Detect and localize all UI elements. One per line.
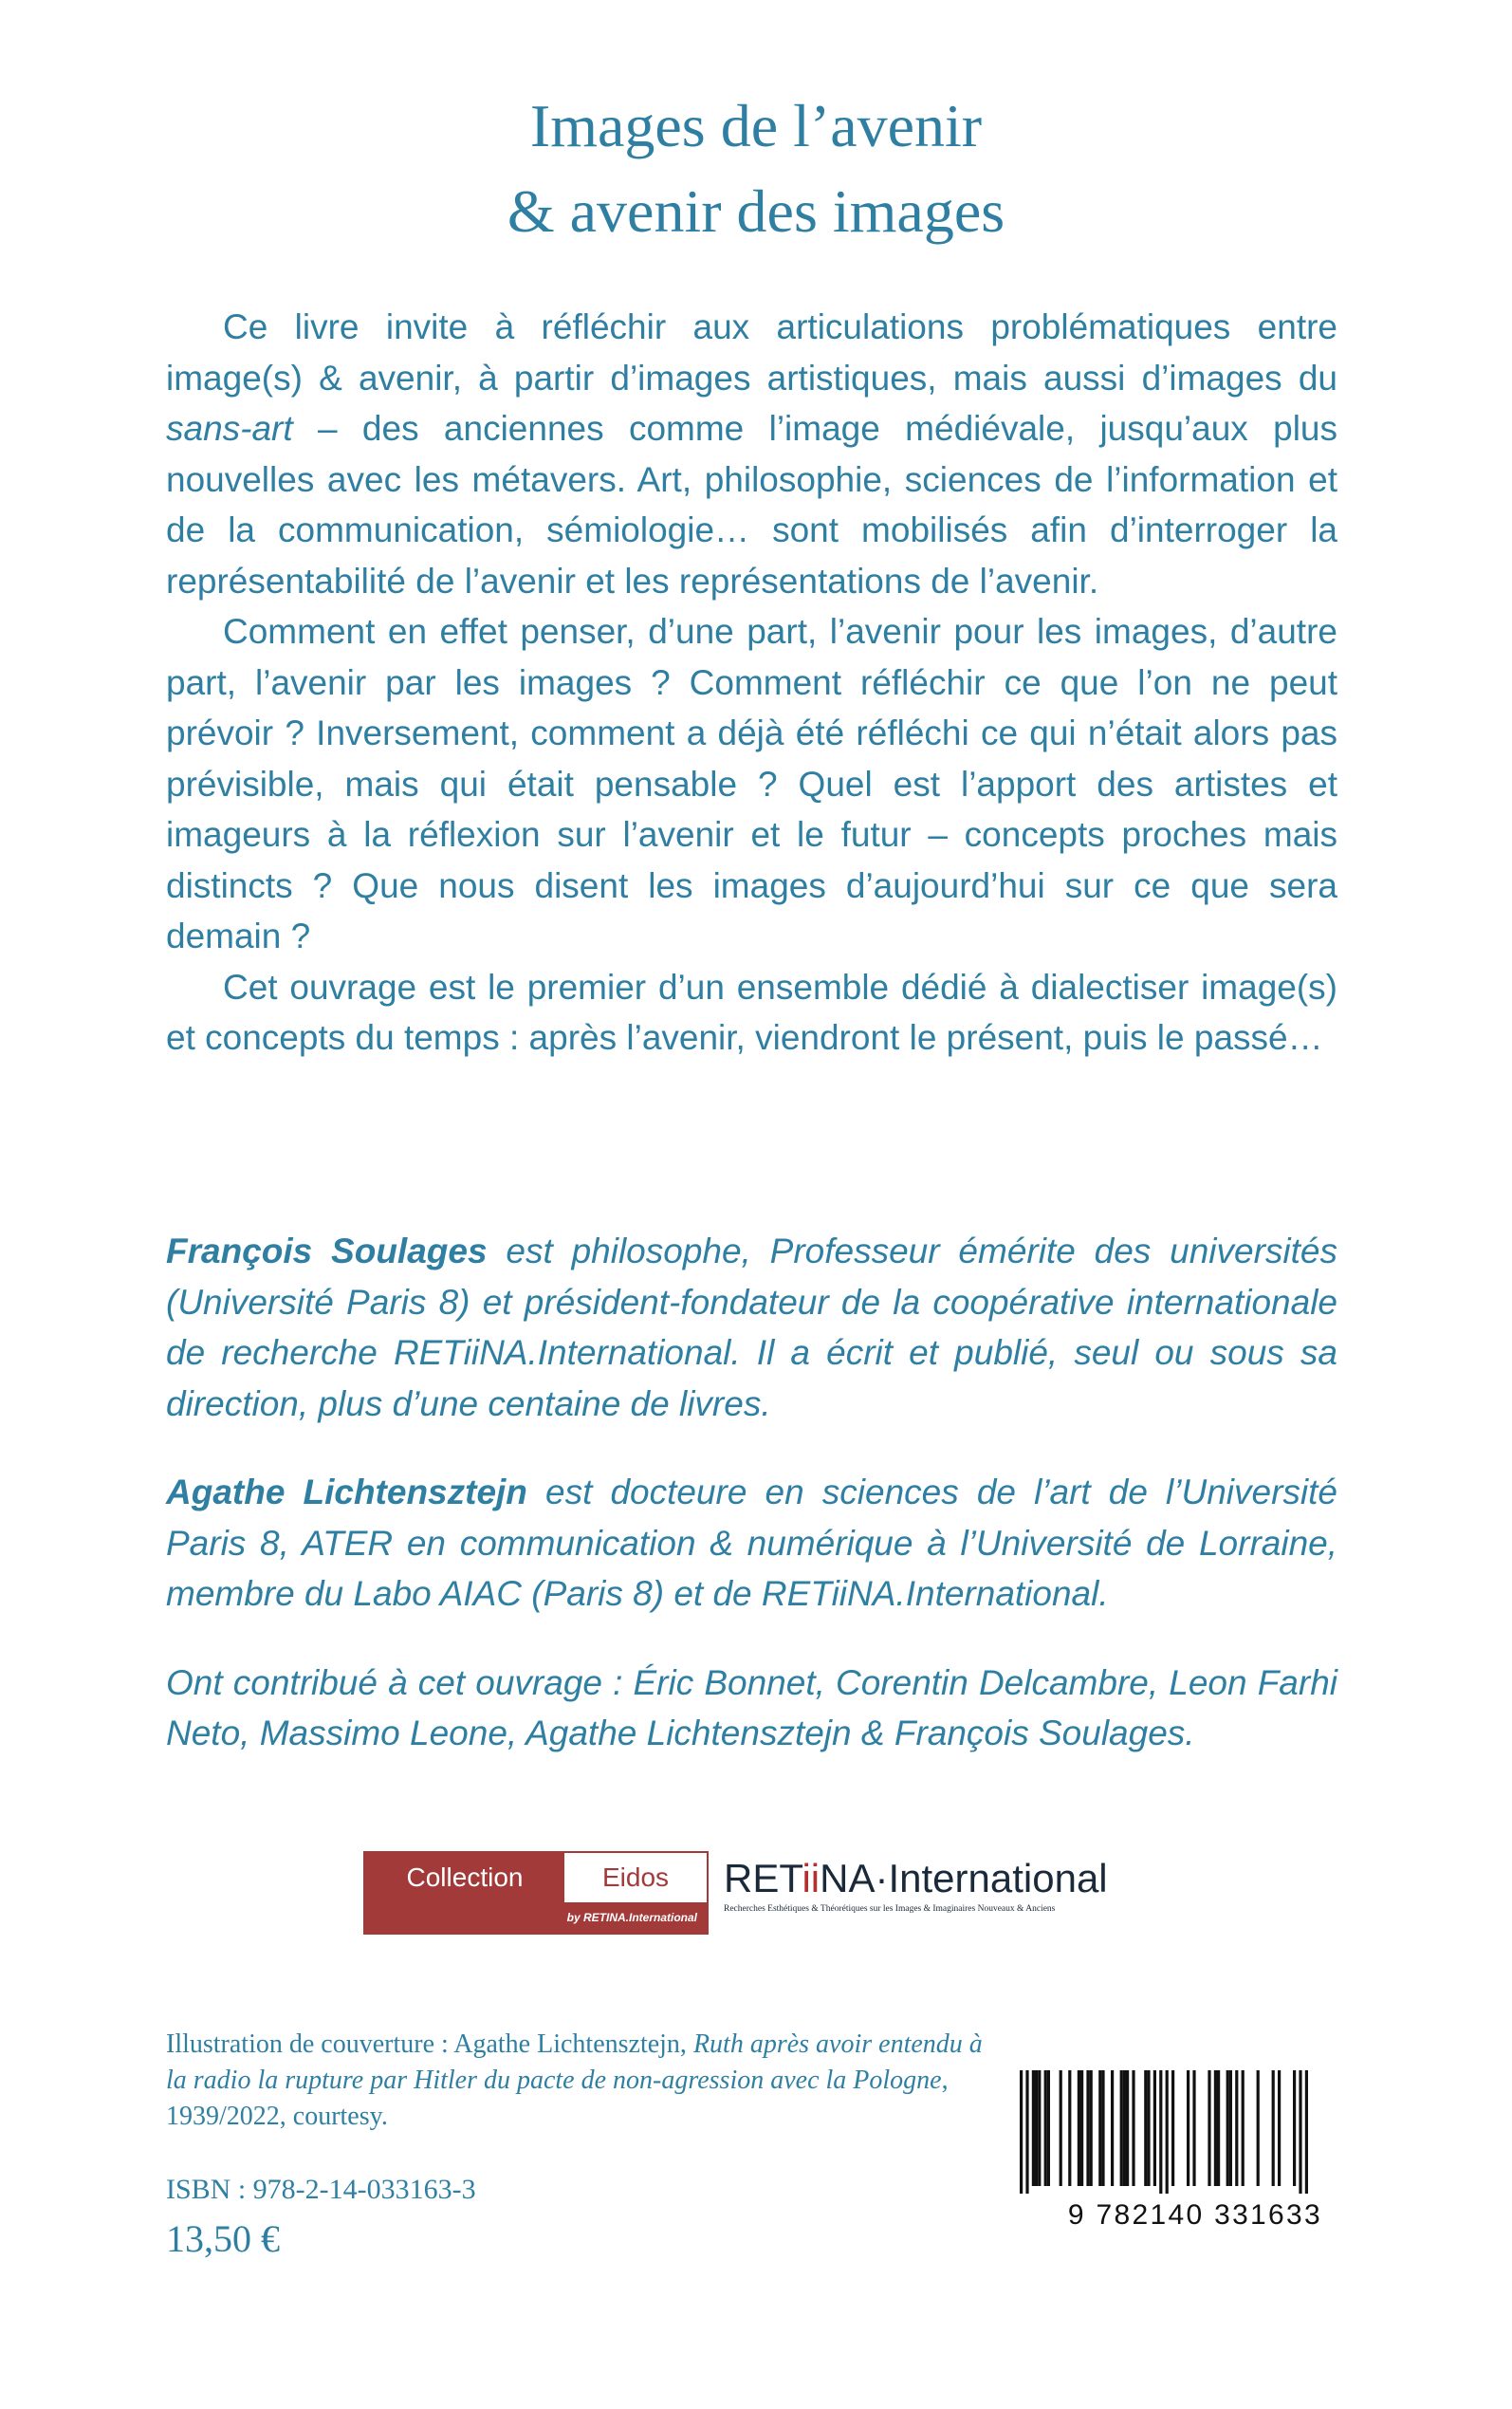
barcode-digits: 9 782140 331633 xyxy=(1067,2199,1322,2231)
barcode-bar xyxy=(1144,2070,1147,2186)
barcode-bar xyxy=(1086,2070,1089,2186)
barcode-bar xyxy=(1166,2070,1169,2194)
collection-by: by RETINA.International xyxy=(365,1902,707,1933)
barcode-bar xyxy=(1090,2070,1093,2186)
isbn: ISBN : 978-2-14-033163-3 xyxy=(166,2174,476,2205)
barcode-bar xyxy=(1192,2070,1195,2186)
retina-subtitle: Recherches Esthétiques & Théorétiques sur les Images & Imaginaires Nouveaux & Anciens xyxy=(724,1904,1056,1914)
retina-international-logo xyxy=(724,1857,1151,1933)
blurb-paragraph-2: Comment en effet penser, d’une part, l’avenir pour les images, d’autre part, l’avenir par les images ? Comment réfléchir ce que l’on ne peut prévoir ? Inversement, comment a déjà été réfléchi ce qui n’était alors pas prévisible, mais qui était pensable ? Quel est l’apport des artistes et imageurs à la réflexion sur l’avenir et le futur – concepts proches mais distincts ? Que nous disent les images d’aujourd’hui sur ce que sera demain ? xyxy=(166,612,1337,955)
blurb-paragraph-3: Cet ouvrage est le premier d’un ensemble dédié à dialectiser image(s) et concepts du temps : après l’avenir, viendront le présent, puis le passé… xyxy=(166,967,1337,1057)
barcode-bar xyxy=(1293,2070,1296,2186)
bio-author-1 xyxy=(166,1226,1337,1429)
blurb-p1-italic: sans-art xyxy=(166,409,293,448)
title-line-1: Images de l’avenir xyxy=(529,92,983,159)
barcode-bar xyxy=(1111,2070,1114,2186)
barcode-bar xyxy=(1257,2070,1260,2186)
barcode-bar xyxy=(1159,2070,1162,2194)
barcode-bar xyxy=(1208,2070,1210,2186)
barcode-bar xyxy=(1120,2070,1123,2186)
barcode-bar xyxy=(1214,2070,1217,2186)
collection-name: Eidos xyxy=(601,1862,670,1892)
barcode xyxy=(1010,2070,1323,2270)
barcode-bar xyxy=(1126,2070,1129,2186)
blurb-p1-end: – des anciennes comme l’image médiévale, jusqu’aux plus nouvelles avec les métavers. Art, philosophie, sciences de l’information et de la communication, sémiologie… sont mobilisés afin d’interroger la représentabilité de l’avenir et les représentations de l’avenir. xyxy=(166,409,1337,601)
barcode-bar xyxy=(1032,2070,1035,2186)
credit-suffix: , 1939/2022, courtesy. xyxy=(166,2066,949,2131)
barcode-bar xyxy=(1278,2070,1281,2186)
barcode-bar xyxy=(1242,2070,1245,2186)
book-title xyxy=(0,83,1512,254)
barcode-bar xyxy=(1098,2070,1101,2186)
bio-author-2 xyxy=(166,1467,1337,1620)
retina-name-part-1: RET xyxy=(724,1856,802,1900)
contributors: Ont contribué à cet ouvrage : Éric Bonnet, Corentin Delcambre, Leon Farhi Neto, Massimo Leone, Agathe Lichtensztejn & François Soulages. xyxy=(166,1662,1337,1752)
barcode-bar xyxy=(1147,2070,1150,2186)
author-bios xyxy=(166,1226,1337,1797)
retina-name-part-4: ·International xyxy=(875,1856,1108,1900)
author-1-name: François Soulages xyxy=(166,1232,488,1270)
barcode-bar xyxy=(1038,2070,1041,2186)
blurb-paragraph-1 xyxy=(166,302,1337,606)
barcode-bar xyxy=(1123,2070,1126,2186)
credit-prefix: Illustration de couverture : Agathe Lichtensztejn, xyxy=(166,2029,693,2059)
barcode-bar xyxy=(1226,2070,1229,2186)
blurb-p1-start: Ce livre invite à réfléchir aux articulations problématiques entre image(s) & avenir, à partir d’images artistiques, mais aussi d’images du xyxy=(166,307,1337,398)
barcode-bar xyxy=(1025,2070,1028,2194)
collection-label: Collection xyxy=(365,1853,564,1902)
retina-name xyxy=(724,1857,1151,1900)
title-line-2: & avenir des images xyxy=(507,177,1005,245)
barcode-bar xyxy=(1020,2070,1023,2194)
barcode-bar xyxy=(1101,2070,1104,2186)
barcode-bar xyxy=(1171,2070,1174,2186)
barcode-bar xyxy=(1080,2070,1083,2186)
barcode-bars xyxy=(1020,2070,1314,2194)
barcode-bar xyxy=(1229,2070,1232,2186)
cover-credit xyxy=(166,2027,991,2135)
publisher-logos xyxy=(363,1851,1151,1933)
barcode-bar xyxy=(1047,2070,1050,2186)
barcode-bar xyxy=(1217,2070,1220,2186)
barcode-bar xyxy=(1235,2070,1238,2186)
author-2-name: Agathe Lichtensztejn xyxy=(166,1473,527,1511)
barcode-bar xyxy=(1299,2070,1301,2194)
retina-name-part-3: NA xyxy=(820,1856,876,1900)
barcode-bar xyxy=(1132,2070,1134,2186)
price: 13,50 € xyxy=(166,2217,280,2260)
blurb xyxy=(166,302,1337,1064)
retina-name-part-2: ii xyxy=(802,1856,821,1900)
barcode-bar xyxy=(1078,2070,1080,2186)
barcode-bar xyxy=(1305,2070,1308,2194)
author-1-text: est philosophe, Professeur émérite des universités (Université Paris 8) et président-fondateur de la coopérative internationale de recherche RETiiNA.International. Il a écrit et publié, seul ou sous sa direction, plus d’une centaine de livres. xyxy=(166,1232,1337,1423)
barcode-bar xyxy=(1153,2070,1156,2186)
barcode-bar xyxy=(1035,2070,1038,2186)
barcode-bar xyxy=(1044,2070,1047,2186)
author-2-text: est docteure en sciences de l’art de l’Université Paris 8, ATER en communication & numérique à l’Université de Lorraine, membre du Labo AIAC (Paris 8) et de RETiiNA.International. xyxy=(166,1473,1337,1613)
barcode-bar xyxy=(1060,2070,1062,2186)
collection-eidos-logo xyxy=(363,1851,709,1935)
barcode-bar xyxy=(1187,2070,1189,2186)
credit-work-title: Ruth après avoir entendu à la radio la rupture par Hitler du pacte de non-agression avec la Pologne xyxy=(166,2029,983,2095)
barcode-bar xyxy=(1272,2070,1275,2186)
barcode-bar xyxy=(1068,2070,1071,2186)
